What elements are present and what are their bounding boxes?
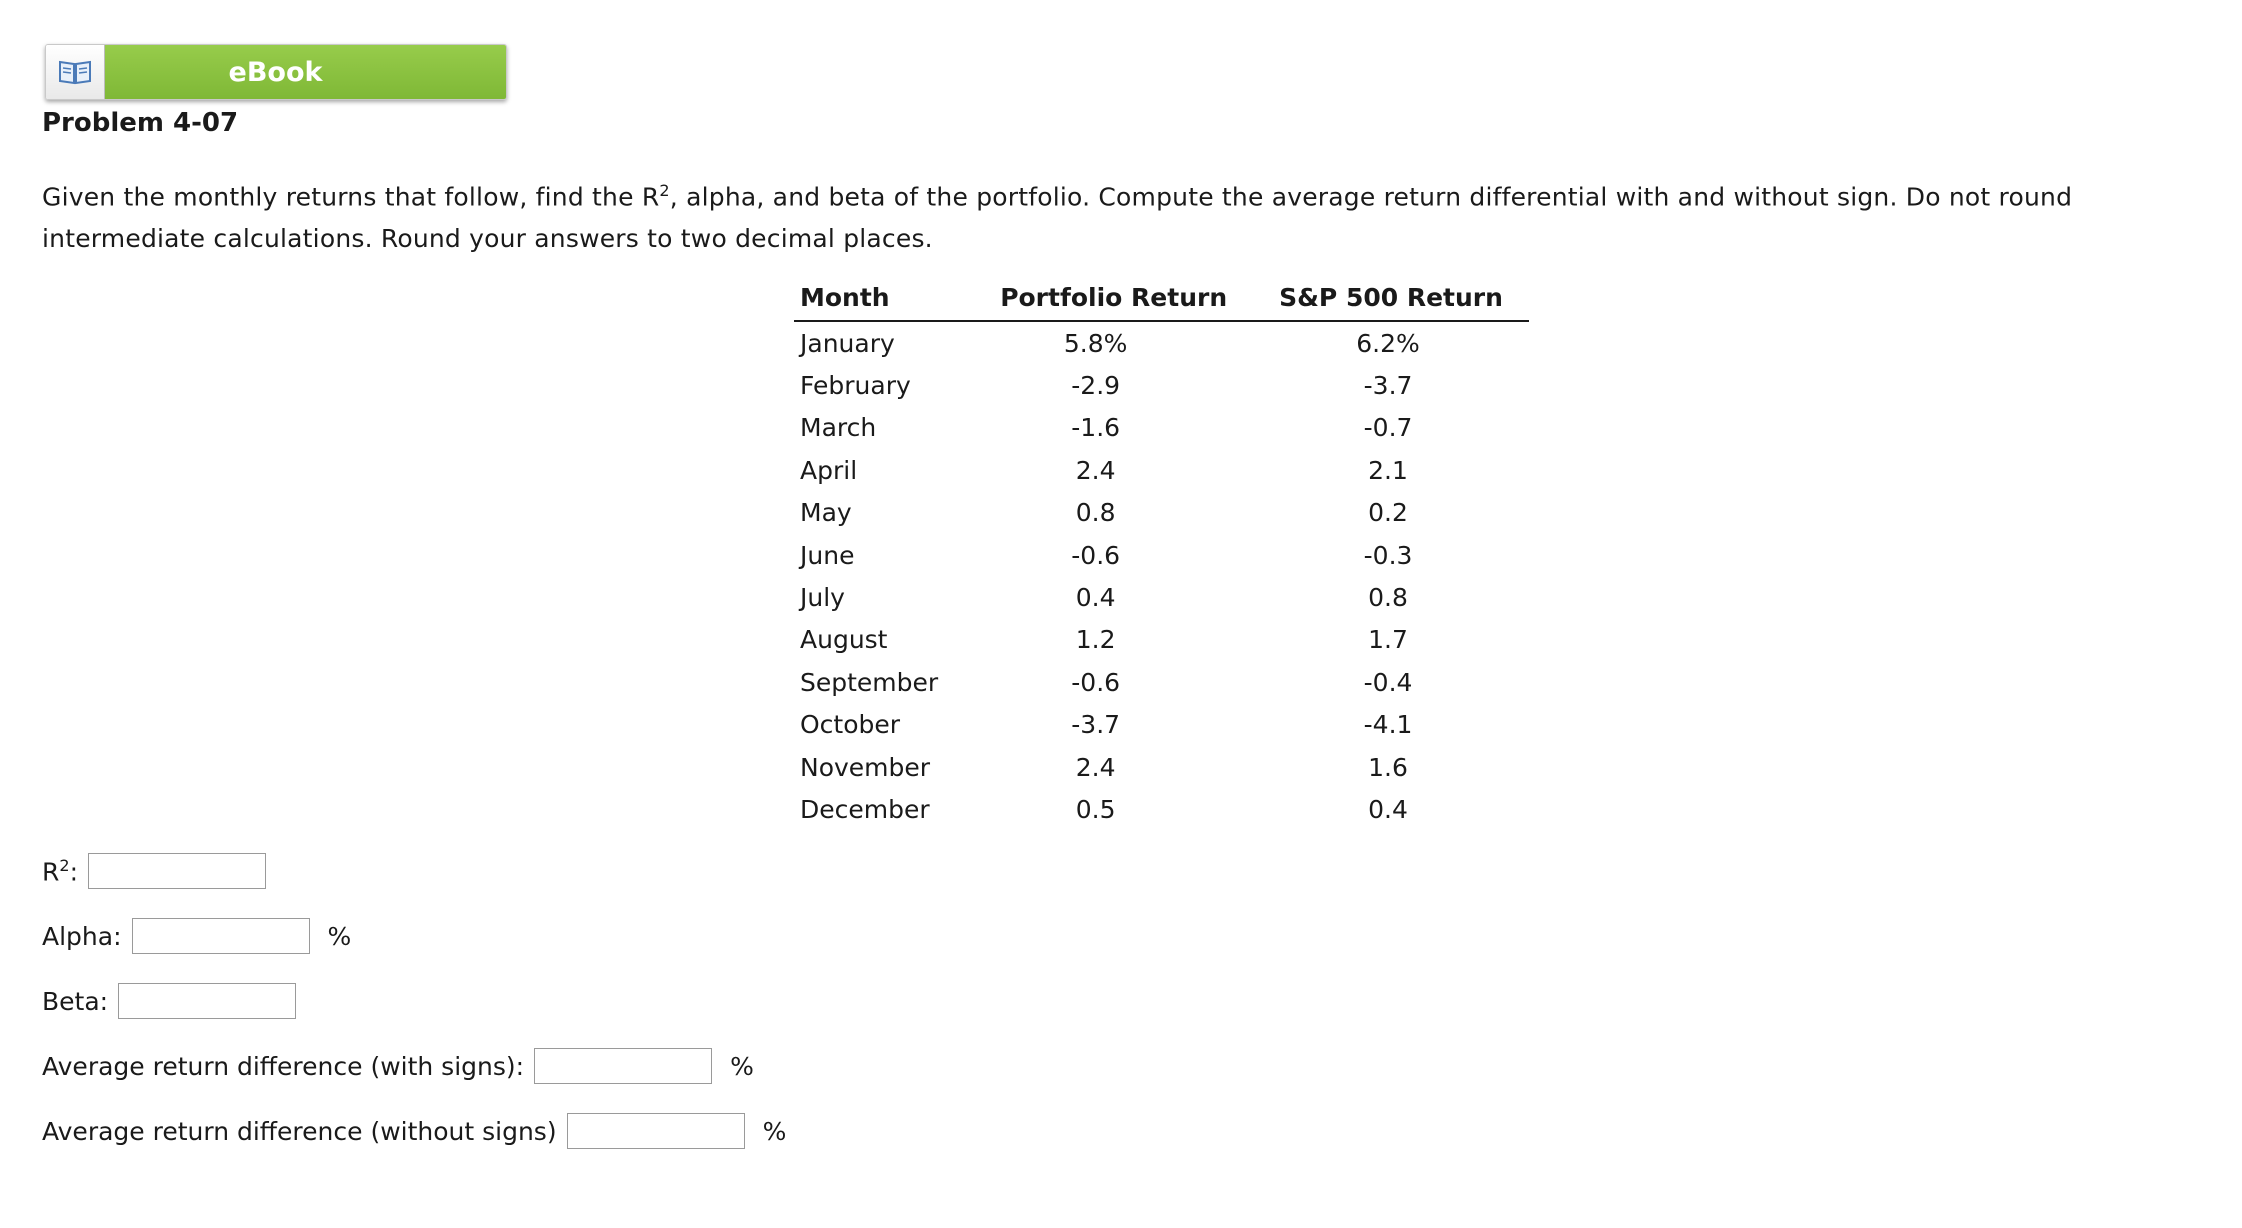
returns-table: [794, 278, 1529, 831]
sp500-return-cell: 0.2: [1368, 498, 1408, 528]
ebook-label[interactable]: eBook: [105, 45, 506, 99]
portfolio-return-cell: 5.8%: [1063, 328, 1128, 358]
table-row: [794, 492, 1529, 534]
table-body: [794, 321, 1529, 831]
month-cell: February: [800, 371, 911, 401]
avg-with-signs-input[interactable]: [534, 1048, 712, 1084]
month-cell: June: [800, 540, 855, 570]
sp500-return-cell: -0.4: [1363, 667, 1413, 697]
alpha-label: Alpha:: [42, 921, 122, 951]
problem-statement: [42, 170, 2202, 260]
avg-without-signs-unit: %: [762, 1116, 787, 1146]
header-portfolio-return: Portfolio Return: [944, 278, 1253, 321]
table-row: [794, 661, 1529, 703]
sp500-return-cell: -3.7: [1363, 371, 1413, 401]
header-sp500-return: S&P 500 Return: [1253, 278, 1529, 321]
table-row: [794, 576, 1529, 618]
alpha-unit: %: [327, 921, 352, 951]
sp500-return-cell: 1.6: [1368, 752, 1408, 782]
r2-label: [42, 856, 78, 886]
table-row: [794, 364, 1529, 406]
portfolio-return-cell: 0.8: [1075, 498, 1116, 528]
portfolio-return-cell: 0.5: [1075, 794, 1116, 824]
r2-input[interactable]: [88, 853, 266, 889]
sp500-return-cell: 6.2%: [1356, 328, 1420, 358]
sp500-return-cell: 1.7: [1368, 625, 1408, 655]
table-row: [794, 746, 1529, 788]
header-month: Month: [794, 278, 944, 321]
month-cell: December: [800, 794, 930, 824]
sp500-return-cell: -0.3: [1363, 540, 1413, 570]
problem-text-sup: 2: [659, 181, 670, 200]
portfolio-return-cell: -2.9: [1071, 371, 1121, 401]
beta-input[interactable]: [118, 983, 296, 1019]
month-cell: September: [800, 667, 939, 697]
portfolio-return-cell: -3.7: [1071, 710, 1121, 740]
beta-label: Beta:: [42, 986, 109, 1016]
month-cell: July: [800, 583, 845, 613]
avg-with-signs-unit: %: [730, 1051, 754, 1081]
month-cell: March: [800, 413, 877, 443]
table-header-row: [794, 278, 1529, 321]
month-cell: August: [800, 625, 888, 655]
avg-with-signs-row: [42, 1048, 754, 1084]
r2-label-text: R: [42, 857, 60, 887]
table-row: [794, 321, 1529, 364]
avg-without-signs-label: Average return difference (without signs): [42, 1116, 557, 1146]
month-cell: January: [800, 328, 895, 358]
book-icon: [58, 59, 92, 85]
table-row: [794, 449, 1529, 491]
table-row: [794, 534, 1529, 576]
ebook-button[interactable]: [45, 44, 507, 100]
portfolio-return-cell: 2.4: [1075, 752, 1116, 782]
portfolio-return-cell: 0.4: [1075, 583, 1116, 613]
avg-without-signs-input[interactable]: [567, 1113, 745, 1149]
avg-with-signs-label: Average return difference (with signs):: [42, 1051, 525, 1081]
problem-text-part2: , alpha, and beta of the portfolio. Compute the average return differential with and without sign. Do not round intermediate calculations. Round your answers to two decimal places.: [42, 182, 2073, 254]
sp500-return-cell: 0.4: [1368, 794, 1408, 824]
r2-row: [42, 853, 266, 889]
alpha-row: [42, 918, 351, 954]
portfolio-return-cell: -0.6: [1071, 540, 1121, 570]
month-cell: October: [800, 710, 901, 740]
problem-text-part1: Given the monthly returns that follow, find the R: [42, 182, 660, 212]
sp500-return-cell: -4.1: [1363, 710, 1413, 740]
ebook-icon-box[interactable]: [46, 45, 105, 99]
avg-without-signs-row: [42, 1113, 786, 1149]
table-row: [794, 704, 1529, 746]
portfolio-return-cell: -0.6: [1071, 667, 1121, 697]
portfolio-return-cell: 1.2: [1075, 625, 1116, 655]
table-row: [794, 788, 1529, 830]
table-row: [794, 619, 1529, 661]
sp500-return-cell: 2.1: [1368, 455, 1408, 485]
r2-label-sup: 2: [59, 855, 70, 875]
month-cell: April: [800, 455, 858, 485]
r2-label-suffix: :: [69, 857, 78, 887]
portfolio-return-cell: -1.6: [1071, 413, 1121, 443]
month-cell: May: [800, 498, 852, 528]
problem-title: Problem 4-07: [42, 108, 239, 138]
sp500-return-cell: 0.8: [1368, 583, 1408, 613]
portfolio-return-cell: 2.4: [1075, 455, 1116, 485]
beta-row: [42, 983, 296, 1019]
alpha-input[interactable]: [132, 918, 310, 954]
month-cell: November: [800, 752, 931, 782]
sp500-return-cell: -0.7: [1363, 413, 1413, 443]
table-row: [794, 407, 1529, 449]
